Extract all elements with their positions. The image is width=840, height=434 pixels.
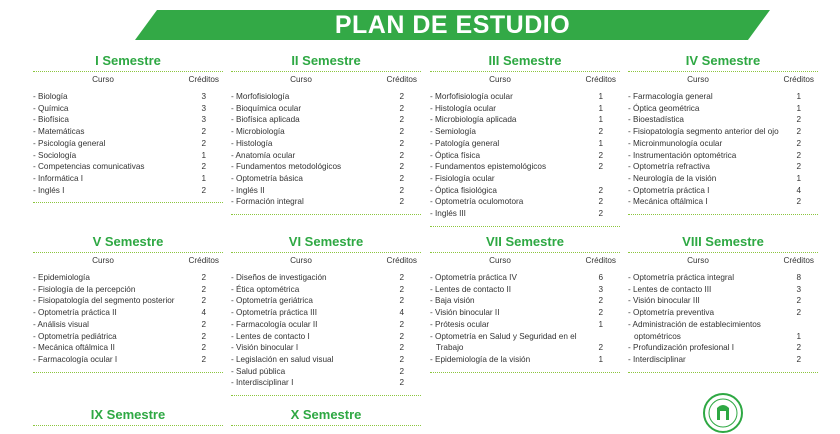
course-credits: 2: [201, 296, 206, 306]
course-list: [231, 272, 421, 389]
course-name: - Visión binocular II: [430, 308, 500, 318]
course-credits: 1: [796, 103, 801, 113]
course-credits: 2: [598, 308, 603, 318]
course-row: [33, 342, 223, 354]
course-row: [33, 319, 223, 331]
course-name: - Optometría en Salud y Seguridad en el Trabajo: [430, 331, 577, 353]
course-credits: 2: [399, 115, 404, 125]
course-row: [33, 138, 223, 150]
course-name: - Informática I: [33, 173, 84, 183]
semester-block: [231, 406, 421, 429]
dotted-divider: [231, 252, 421, 253]
course-row: [33, 114, 223, 126]
course-row: [628, 307, 818, 319]
course-row: [430, 185, 620, 197]
course-row: [33, 161, 223, 173]
dotted-divider: [33, 252, 223, 253]
course-row: [231, 331, 421, 343]
course-name: - Microbiología: [231, 127, 285, 137]
course-credits: 1: [598, 138, 603, 148]
course-row: [430, 331, 620, 354]
course-row: [231, 354, 421, 366]
course-header: Curso: [489, 256, 511, 265]
course-credits: 3: [796, 284, 801, 294]
course-header: Curso: [92, 75, 114, 84]
university-seal-icon: [702, 392, 744, 434]
semester-block: [628, 233, 818, 373]
title-banner: [135, 10, 770, 40]
course-credits: 2: [399, 92, 404, 101]
course-name: - Instrumentación optométrica: [628, 150, 737, 160]
course-row: [231, 103, 421, 115]
course-name: - Interdisciplinar: [628, 354, 686, 364]
course-name: - Lentes de contacto I: [231, 331, 310, 341]
course-credits: 2: [399, 150, 404, 160]
course-name: - Optometría práctica II: [33, 308, 117, 318]
course-row: [231, 91, 421, 103]
column-header: [430, 75, 620, 87]
course-name: - Farmacología ocular I: [33, 354, 118, 364]
course-credits: 1: [598, 319, 603, 329]
course-name: - Optometría práctica integral: [628, 273, 735, 282]
credits-header: Créditos: [386, 256, 417, 265]
course-row: [628, 173, 818, 185]
course-credits: 2: [201, 273, 206, 282]
course-name: - Prótesis ocular: [430, 319, 490, 329]
semester-block: [430, 52, 620, 227]
course-name: - Biología: [33, 92, 68, 101]
semester-title: VI Semestre: [288, 234, 364, 249]
course-name: - Salud pública: [231, 366, 286, 376]
course-credits: 2: [201, 343, 206, 353]
dotted-divider: [33, 71, 223, 72]
course-list: [231, 91, 421, 208]
course-credits: 2: [399, 197, 404, 207]
course-name: - Optometría práctica III: [231, 308, 317, 318]
course-name: - Profundización profesional I: [628, 343, 735, 353]
column-header: [33, 75, 223, 87]
course-credits: 2: [201, 138, 206, 148]
bottom-divider: [231, 395, 421, 396]
course-credits: 2: [796, 296, 801, 306]
course-name: - Optometría preventiva: [628, 308, 715, 318]
course-credits: 2: [796, 354, 801, 364]
course-row: [430, 138, 620, 150]
course-name: - Optometría oculomotora: [430, 197, 524, 207]
course-row: [231, 377, 421, 389]
course-name: - Morfofisiología: [231, 92, 290, 101]
course-header: Curso: [290, 75, 312, 84]
course-credits: 2: [201, 354, 206, 364]
course-credits: 2: [598, 162, 603, 172]
course-name: - Ética optométrica: [231, 284, 300, 294]
course-credits: 1: [201, 173, 206, 183]
course-row: [430, 114, 620, 126]
course-credits: 4: [796, 185, 801, 195]
semester-title: X Semestre: [290, 407, 362, 422]
dotted-divider: [231, 71, 421, 72]
course-name: - Fundamentos epistemológicos: [430, 162, 547, 172]
course-name: - Patología general: [430, 138, 500, 148]
course-list: [33, 91, 223, 196]
course-row: [231, 284, 421, 296]
course-row: [628, 138, 818, 150]
course-row: [628, 161, 818, 173]
course-row: [430, 126, 620, 138]
course-credits: 2: [201, 331, 206, 341]
course-credits: 3: [201, 92, 206, 101]
course-list: [430, 91, 620, 220]
course-row: [628, 295, 818, 307]
course-list: [628, 272, 818, 366]
course-name: - Mecánica oftálmica I: [628, 197, 708, 207]
dotted-divider: [430, 71, 620, 72]
course-name: - Biofísica aplicada: [231, 115, 300, 125]
bottom-divider: [231, 214, 421, 215]
course-name: - Lentes de contacto II: [430, 284, 512, 294]
bottom-divider: [430, 226, 620, 227]
course-name: - Competencias comunicativas: [33, 162, 145, 172]
course-row: [628, 185, 818, 197]
course-row: [231, 185, 421, 197]
course-name: - Optometría práctica I: [628, 185, 710, 195]
course-credits: 2: [598, 296, 603, 306]
course-credits: 2: [201, 185, 206, 195]
course-name: - Microbiología aplicada: [430, 115, 517, 125]
course-row: [628, 91, 818, 103]
course-row: [231, 126, 421, 138]
course-name: - Optometría práctica IV: [430, 273, 517, 282]
course-credits: 2: [201, 127, 206, 137]
course-row: [430, 103, 620, 115]
column-header: [430, 256, 620, 268]
semester-title: V Semestre: [92, 234, 164, 249]
course-name: - Química: [33, 103, 69, 113]
course-credits: 1: [598, 354, 603, 364]
course-row: [430, 161, 620, 173]
column-header: [231, 75, 421, 87]
course-row: [628, 342, 818, 354]
course-credits: 1: [796, 92, 801, 101]
course-name: - Óptica física: [430, 150, 481, 160]
course-row: [231, 173, 421, 185]
course-row: [628, 126, 818, 138]
dotted-divider: [628, 71, 818, 72]
course-credits: 2: [201, 162, 206, 172]
course-row: [231, 307, 421, 319]
course-credits: 2: [399, 354, 404, 364]
course-row: [430, 284, 620, 296]
credits-header: Créditos: [783, 256, 814, 265]
course-name: - Óptica fisiológica: [430, 185, 497, 195]
credits-header: Créditos: [585, 256, 616, 265]
course-row: [231, 150, 421, 162]
course-credits: 2: [796, 150, 801, 160]
course-row: [628, 114, 818, 126]
course-row: [231, 295, 421, 307]
course-row: [430, 196, 620, 208]
semester-block: [33, 406, 223, 429]
course-name: - Biofísica: [33, 115, 69, 125]
course-row: [33, 173, 223, 185]
course-credits: 4: [399, 308, 404, 318]
semester-title: VIII Semestre: [682, 234, 764, 249]
semester-block: [33, 233, 223, 373]
semester-title: I Semestre: [95, 53, 161, 68]
course-credits: 3: [201, 103, 206, 113]
course-header: Curso: [290, 256, 312, 265]
course-credits: 2: [399, 273, 404, 282]
course-name: - Epidemiología: [33, 273, 90, 282]
course-name: - Optometría geriátrica: [231, 296, 313, 306]
course-row: [430, 295, 620, 307]
course-row: [430, 208, 620, 220]
semester-block: [231, 233, 421, 396]
semester-title: III Semestre: [488, 53, 562, 68]
course-name: - Fisiopatología del segmento posterior: [33, 296, 175, 306]
credits-header: Créditos: [188, 75, 219, 84]
course-row: [33, 307, 223, 319]
course-credits: 2: [399, 366, 404, 376]
course-row: [628, 196, 818, 208]
course-name: - Óptica geométrica: [628, 103, 700, 113]
course-name: - Fisiopatología segmento anterior del ojo: [628, 127, 779, 137]
course-name: - Fisiología ocular: [430, 173, 495, 183]
course-credits: 2: [796, 343, 801, 353]
course-name: - Histología: [231, 138, 273, 148]
course-credits: 2: [399, 185, 404, 195]
course-name: - Formación integral: [231, 197, 304, 207]
course-credits: 2: [201, 284, 206, 294]
course-row: [430, 354, 620, 366]
course-row: [430, 91, 620, 103]
bottom-divider: [628, 214, 818, 215]
column-header: [33, 256, 223, 268]
semester-block: [628, 52, 818, 215]
dotted-divider: [430, 252, 620, 253]
course-row: [628, 354, 818, 366]
column-header: [628, 256, 818, 268]
course-credits: 1: [598, 103, 603, 113]
course-name: - Psicología general: [33, 138, 106, 148]
course-credits: 2: [399, 103, 404, 113]
course-row: [231, 196, 421, 208]
semester-title: II Semestre: [291, 53, 361, 68]
course-row: [33, 103, 223, 115]
course-credits: 2: [399, 138, 404, 148]
course-credits: 2: [796, 308, 801, 318]
semester-title: VII Semestre: [485, 234, 565, 249]
course-name: - Farmacología general: [628, 92, 713, 101]
course-name: - Histología ocular: [430, 103, 496, 113]
course-credits: 1: [201, 150, 206, 160]
course-credits: 1: [796, 331, 801, 341]
course-name: - Visión binocular III: [628, 296, 700, 306]
bottom-divider: [430, 372, 620, 373]
course-name: - Farmacología ocular II: [231, 319, 318, 329]
course-name: - Inglés I: [33, 185, 65, 195]
course-row: [231, 342, 421, 354]
course-credits: 2: [399, 378, 404, 388]
course-name: - Morfofisiología ocular: [430, 92, 513, 101]
course-row: [628, 319, 818, 342]
course-row: [33, 185, 223, 197]
course-credits: 2: [399, 127, 404, 137]
course-name: - Interdisciplinar I: [231, 378, 294, 388]
course-credits: 2: [598, 150, 603, 160]
course-credits: 3: [598, 284, 603, 294]
course-credits: 2: [796, 115, 801, 125]
course-row: [628, 103, 818, 115]
course-name: - Fisiología de la percepción: [33, 284, 136, 294]
dotted-divider: [33, 425, 223, 426]
course-header: Curso: [92, 256, 114, 265]
semester-block: [430, 233, 620, 373]
course-credits: 2: [399, 319, 404, 329]
course-header: Curso: [489, 75, 511, 84]
course-name: - Semiología: [430, 127, 476, 137]
course-credits: 2: [598, 127, 603, 137]
course-name: - Baja visión: [430, 296, 475, 306]
course-credits: 2: [201, 319, 206, 329]
course-row: [430, 307, 620, 319]
course-name: - Epidemiología de la visión: [430, 354, 531, 364]
course-name: - Bioestadística: [628, 115, 684, 125]
course-row: [33, 126, 223, 138]
course-name: - Lentes de contacto III: [628, 284, 712, 294]
course-credits: 2: [598, 185, 603, 195]
credits-header: Créditos: [585, 75, 616, 84]
course-row: [430, 319, 620, 331]
course-credits: 2: [796, 138, 801, 148]
semester-block: [33, 52, 223, 203]
course-name: - Visión binocular I: [231, 343, 299, 353]
course-list: [430, 272, 620, 366]
course-row: [33, 295, 223, 307]
dotted-divider: [628, 252, 818, 253]
course-name: - Bioquímica ocular: [231, 103, 302, 113]
course-credits: 2: [796, 197, 801, 207]
course-credits: 4: [201, 308, 206, 318]
course-list: [33, 272, 223, 366]
course-row: [628, 284, 818, 296]
course-credits: 2: [796, 162, 801, 172]
course-credits: 1: [796, 173, 801, 183]
bottom-divider: [33, 372, 223, 373]
credits-header: Créditos: [188, 256, 219, 265]
course-name: - Optometría refractiva: [628, 162, 710, 172]
course-credits: 2: [399, 331, 404, 341]
column-header: [628, 75, 818, 87]
page-title: PLAN DE ESTUDIO: [334, 11, 571, 39]
course-row: [430, 150, 620, 162]
course-header: Curso: [687, 256, 709, 265]
course-name: - Análisis visual: [33, 319, 89, 329]
semester-block: [231, 52, 421, 215]
course-list: [628, 91, 818, 208]
semester-title: IV Semestre: [685, 53, 761, 68]
course-credits: 6: [598, 273, 603, 282]
course-credits: 2: [399, 173, 404, 183]
course-credits: 8: [796, 273, 801, 282]
course-row: [231, 138, 421, 150]
course-name: - Legislación en salud visual: [231, 354, 334, 364]
course-row: [430, 173, 620, 185]
course-name: - Matemáticas: [33, 127, 85, 137]
course-name: - Inglés III: [430, 209, 466, 219]
course-name: - Fundamentos metodológicos: [231, 162, 342, 172]
dotted-divider: [231, 425, 421, 426]
course-name: - Sociología: [33, 150, 77, 160]
credits-header: Créditos: [783, 75, 814, 84]
column-header: [231, 256, 421, 268]
course-row: [231, 272, 421, 284]
course-credits: 1: [598, 115, 603, 125]
course-row: [231, 161, 421, 173]
course-credits: 2: [399, 284, 404, 294]
course-name: - Anatomía ocular: [231, 150, 296, 160]
course-row: [628, 150, 818, 162]
course-row: [33, 354, 223, 366]
course-credits: 2: [598, 209, 603, 219]
course-row: [33, 272, 223, 284]
course-name: - Optometría básica: [231, 173, 303, 183]
course-name: - Administración de establecimientos optométricos: [628, 319, 761, 341]
course-name: - Neurología de la visión: [628, 173, 717, 183]
course-credits: 2: [598, 197, 603, 207]
course-credits: 2: [796, 127, 801, 137]
course-name: - Optometría pediátrica: [33, 331, 117, 341]
course-credits: 2: [399, 296, 404, 306]
course-name: - Mecánica oftálmica II: [33, 343, 115, 353]
course-row: [628, 272, 818, 284]
course-credits: 2: [399, 343, 404, 353]
course-row: [33, 331, 223, 343]
course-header: Curso: [687, 75, 709, 84]
course-row: [430, 272, 620, 284]
course-credits: 3: [201, 115, 206, 125]
course-row: [231, 366, 421, 378]
bottom-divider: [628, 372, 818, 373]
course-credits: 1: [598, 92, 603, 101]
course-row: [33, 284, 223, 296]
course-row: [33, 91, 223, 103]
course-name: - Diseños de investigación: [231, 273, 327, 282]
course-credits: 2: [399, 162, 404, 172]
bottom-divider: [33, 202, 223, 203]
course-name: - Inglés II: [231, 185, 265, 195]
credits-header: Créditos: [386, 75, 417, 84]
course-credits: 2: [598, 343, 603, 353]
course-row: [231, 319, 421, 331]
semester-title: IX Semestre: [90, 407, 166, 422]
course-row: [231, 114, 421, 126]
course-row: [33, 150, 223, 162]
course-name: - Microinmunología ocular: [628, 138, 723, 148]
